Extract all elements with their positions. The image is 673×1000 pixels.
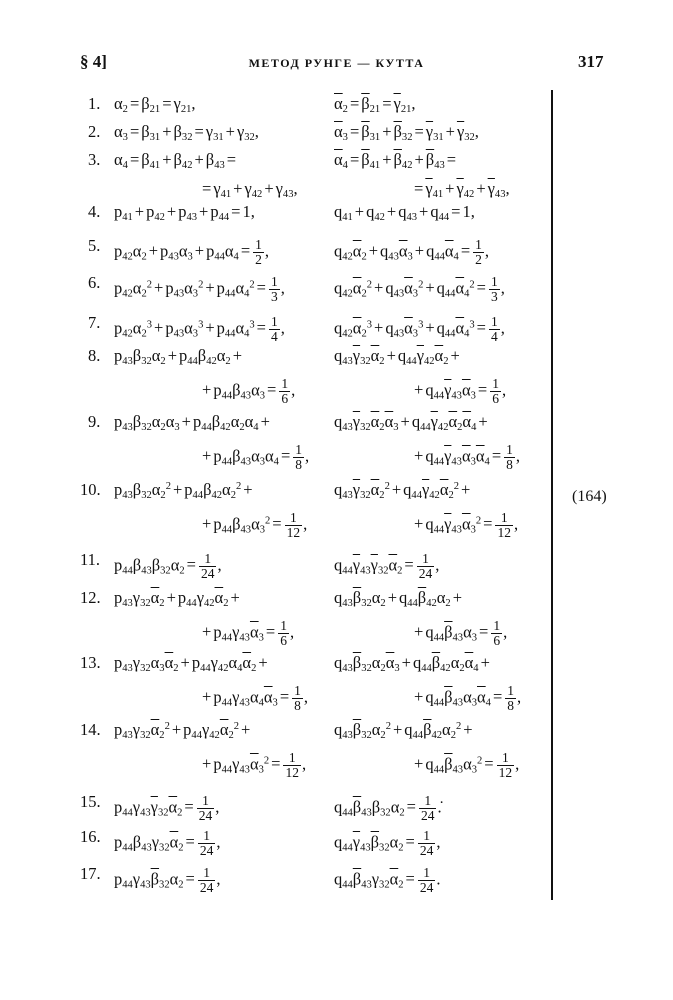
condition-left-formula: $\alpha_3 = \beta_{31} + \beta_{32} = \gamma_{31} + \gamma_{32}$, (114, 122, 259, 143)
condition-number: 3. (88, 150, 101, 169)
condition-right-formula: $q_{43}\overline{\gamma}_{32}\overline{\alpha}_2 + q_{44}\overline{\gamma}_{42}\overline{\alpha}_2$ + (334, 346, 460, 367)
condition-number: 17. (80, 864, 101, 883)
condition-left-formula: $p_{42}\alpha_2^2 + p_{43}\alpha_3^2 + p_{44}\alpha_4^2$ = $\frac{1}{3}$ , (114, 274, 285, 305)
condition-right-formula: $q_{43}\overline{\beta}_{32}\alpha_2^2 + q_{44}\overline{\beta}_{42}\alpha_2^2$ + (334, 720, 473, 741)
page-number: 317 (578, 52, 604, 71)
condition-left-formula: $p_{43}\gamma_{32}\overline{\alpha}_2 + p_{44}\gamma_{42}\overline{\alpha}_2$ + (114, 588, 240, 609)
condition-number: 4. (88, 202, 101, 221)
condition-number: 15. (80, 792, 101, 811)
condition-number: 13. (80, 653, 101, 672)
condition-left-formula: $p_{44}\beta_{43}\gamma_{32}\overline{\alpha}_2$ = $\frac{1}{24}$ , (114, 828, 221, 859)
condition-right-formula: $q_{44}\overline{\beta}_{43}\beta_{32}\alpha_2$ = $\frac{1}{24}$ .̇ (334, 793, 442, 824)
condition-right-formula: $q_{43}\overline{\beta}_{32}\alpha_2 + q_{44}\overline{\beta}_{42}\alpha_2$ + (334, 588, 462, 609)
equation-number: (164) (572, 488, 607, 505)
condition-right-formula: + $q_{44}\overline{\gamma}_{43}\overline{\alpha}_3$ = $\frac{1}{6}$ , (414, 376, 507, 407)
condition-left-formula: $p_{43}\beta_{32}\alpha_2 + p_{44}\beta_{42}\alpha_2$ + (114, 346, 242, 367)
condition-number: 5. (88, 236, 101, 255)
condition-left-formula: + $p_{44}\gamma_{43}\alpha_4\overline{\alpha}_3$ = $\frac{1}{8}$ , (202, 683, 309, 714)
condition-left-formula: $p_{43}\beta_{32}\alpha_2^2 + p_{44}\beta_{42}\alpha_2^2$ + (114, 480, 253, 501)
condition-right-formula: + $q_{44}\overline{\beta}_{43}\alpha_3\overline{\alpha}_4$ = $\frac{1}{8}$ , (414, 683, 522, 714)
condition-left-formula: $p_{41} + p_{42} + p_{43} + p_{44} = 1$, (114, 202, 255, 223)
condition-left-formula: $p_{42}\alpha_2^3 + p_{43}\alpha_3^3 + p_{44}\alpha_4^3$ = $\frac{1}{4}$ , (114, 314, 285, 345)
condition-number: 12. (80, 588, 101, 607)
condition-right-formula: $q_{44}\overline{\gamma}_{43}\overline{\gamma}_{32}\overline{\alpha}_2$ = $\frac{1}{24}$ , (334, 551, 440, 582)
condition-right-formula: $q_{42}\overline{\alpha}_2^3 + q_{43}\overline{\alpha}_3^3 + q_{44}\overline{\alpha}_4^3$ = $\frac{1}{4}$ , (334, 314, 505, 345)
condition-number: 2. (88, 122, 101, 141)
condition-right-formula: $\overline{\alpha}_2 = \overline{\beta}_{21} = \overline{\gamma}_{21}$, (334, 94, 416, 115)
condition-right-formula: $q_{41} + q_{42} + q_{43} + q_{44} = 1$, (334, 202, 475, 223)
right-brace (551, 90, 557, 900)
condition-left-formula: $p_{43}\beta_{32}\alpha_2\alpha_3 + p_{44}\beta_{42}\alpha_2\alpha_4$ + (114, 412, 270, 433)
condition-left-formula: $p_{44}\gamma_{43}\overline{\gamma}_{32}\overline{\alpha}_2$ = $\frac{1}{24}$ , (114, 793, 220, 824)
condition-left-formula: $p_{43}\gamma_{32}\overline{\alpha}_2^2 + p_{44}\gamma_{42}\overline{\alpha}_2^2$ + (114, 720, 251, 741)
condition-left-formula: + $p_{44}\gamma_{43}\overline{\alpha}_3$ = $\frac{1}{6}$ , (202, 618, 295, 649)
condition-number: 7. (88, 313, 101, 332)
condition-right-formula: + $q_{44}\overline{\beta}_{43}\alpha_3^2$ = $\frac{1}{12}$ , (414, 750, 520, 781)
condition-right-formula: $q_{43}\overline{\gamma}_{32}\overline{\alpha}_2^2 + q_{44}\overline{\gamma}_{42}\overline{\alpha}_2^2$ + (334, 480, 471, 501)
condition-number: 1. (88, 94, 101, 113)
condition-left-formula: = $\gamma_{41} + \gamma_{42} + \gamma_{43}$, (202, 179, 298, 200)
condition-left-formula: + $p_{44}\beta_{43}\alpha_3^2$ = $\frac{1}{12}$ , (202, 510, 308, 541)
condition-right-formula: $q_{42}\overline{\alpha}_2^2 + q_{43}\overline{\alpha}_3^2 + q_{44}\overline{\alpha}_4^2$ = $\frac{1}{3}$ , (334, 274, 505, 305)
condition-number: 6. (88, 273, 101, 292)
condition-right-formula: = $\overline{\gamma}_{41} + \overline{\gamma}_{42} + \overline{\gamma}_{43}$, (414, 179, 510, 200)
condition-number: 16. (80, 827, 101, 846)
running-title: МЕТОД РУНГЕ — КУТТА (248, 56, 425, 70)
condition-right-formula: $\overline{\alpha}_4 = \overline{\beta}_{41} + \overline{\beta}_{42} + \overline{\beta}_{43}$ = (334, 150, 457, 171)
condition-left-formula: $p_{43}\gamma_{32}\alpha_3\overline{\alpha}_2 + p_{44}\gamma_{42}\alpha_4\overline{\alpha}_2$ + (114, 653, 268, 674)
condition-number: 8. (88, 346, 101, 365)
condition-left-formula: $p_{44}\beta_{43}\beta_{32}\alpha_2$ = $\frac{1}{24}$ , (114, 551, 222, 582)
condition-number: 11. (80, 550, 101, 569)
condition-right-formula: $q_{43}\overline{\beta}_{32}\alpha_2\overline{\alpha}_3 + q_{44}\overline{\beta}_{42}\alpha_2\overline{\alpha}_4$ + (334, 653, 490, 674)
condition-number: 14. (80, 720, 101, 739)
condition-right-formula: $q_{44}\overline{\beta}_{43}\gamma_{32}\overline{\alpha}_2$ = $\frac{1}{24}$ . (334, 865, 441, 896)
condition-right-formula: $q_{43}\overline{\gamma}_{32}\overline{\alpha}_2\overline{\alpha}_3 + q_{44}\overline{\gamma}_{42}\overline{\alpha}_2\overline{\alpha}_4$ + (334, 412, 488, 433)
condition-left-formula: + $p_{44}\beta_{43}\alpha_3\alpha_4$ = $\frac{1}{8}$ , (202, 442, 310, 473)
condition-right-formula: + $q_{44}\overline{\gamma}_{43}\overline{\alpha}_3^2$ = $\frac{1}{12}$ , (414, 510, 519, 541)
condition-left-formula: $p_{44}\gamma_{43}\overline{\beta}_{32}\alpha_2$ = $\frac{1}{24}$ , (114, 865, 221, 896)
condition-left-formula: + $p_{44}\gamma_{43}\overline{\alpha}_3^2$ = $\frac{1}{12}$ , (202, 750, 307, 781)
condition-left-formula: + $p_{44}\beta_{43}\alpha_3$ = $\frac{1}{6}$ , (202, 376, 296, 407)
condition-left-formula: $p_{42}\alpha_2 + p_{43}\alpha_3 + p_{44}\alpha_4$ = $\frac{1}{2}$ , (114, 237, 270, 268)
condition-left-formula: $\alpha_2 = \beta_{21} = \gamma_{21}$, (114, 94, 196, 115)
condition-right-formula: $q_{42}\overline{\alpha}_2 + q_{43}\overline{\alpha}_3 + q_{44}\overline{\alpha}_4$ = $\frac{1}{2}$ , (334, 237, 490, 268)
condition-right-formula: $q_{44}\overline{\gamma}_{43}\overline{\beta}_{32}\alpha_2$ = $\frac{1}{24}$ , (334, 828, 441, 859)
condition-left-formula: $\alpha_4 = \beta_{41} + \beta_{42} + \beta_{43}$ = (114, 150, 237, 171)
condition-number: 9. (88, 412, 101, 431)
condition-right-formula: + $q_{44}\overline{\gamma}_{43}\overline{\alpha}_3\overline{\alpha}_4$ = $\frac{1}{8}$ , (414, 442, 521, 473)
condition-number: 10. (80, 480, 101, 499)
section-reference: § 4] (80, 52, 107, 71)
condition-right-formula: + $q_{44}\overline{\beta}_{43}\alpha_3$ = $\frac{1}{6}$ , (414, 618, 508, 649)
condition-right-formula: $\overline{\alpha}_3 = \overline{\beta}_{31} + \overline{\beta}_{32} = \overline{\gamma}_{31} + \overline{\gamma}_{32}$, (334, 122, 479, 143)
